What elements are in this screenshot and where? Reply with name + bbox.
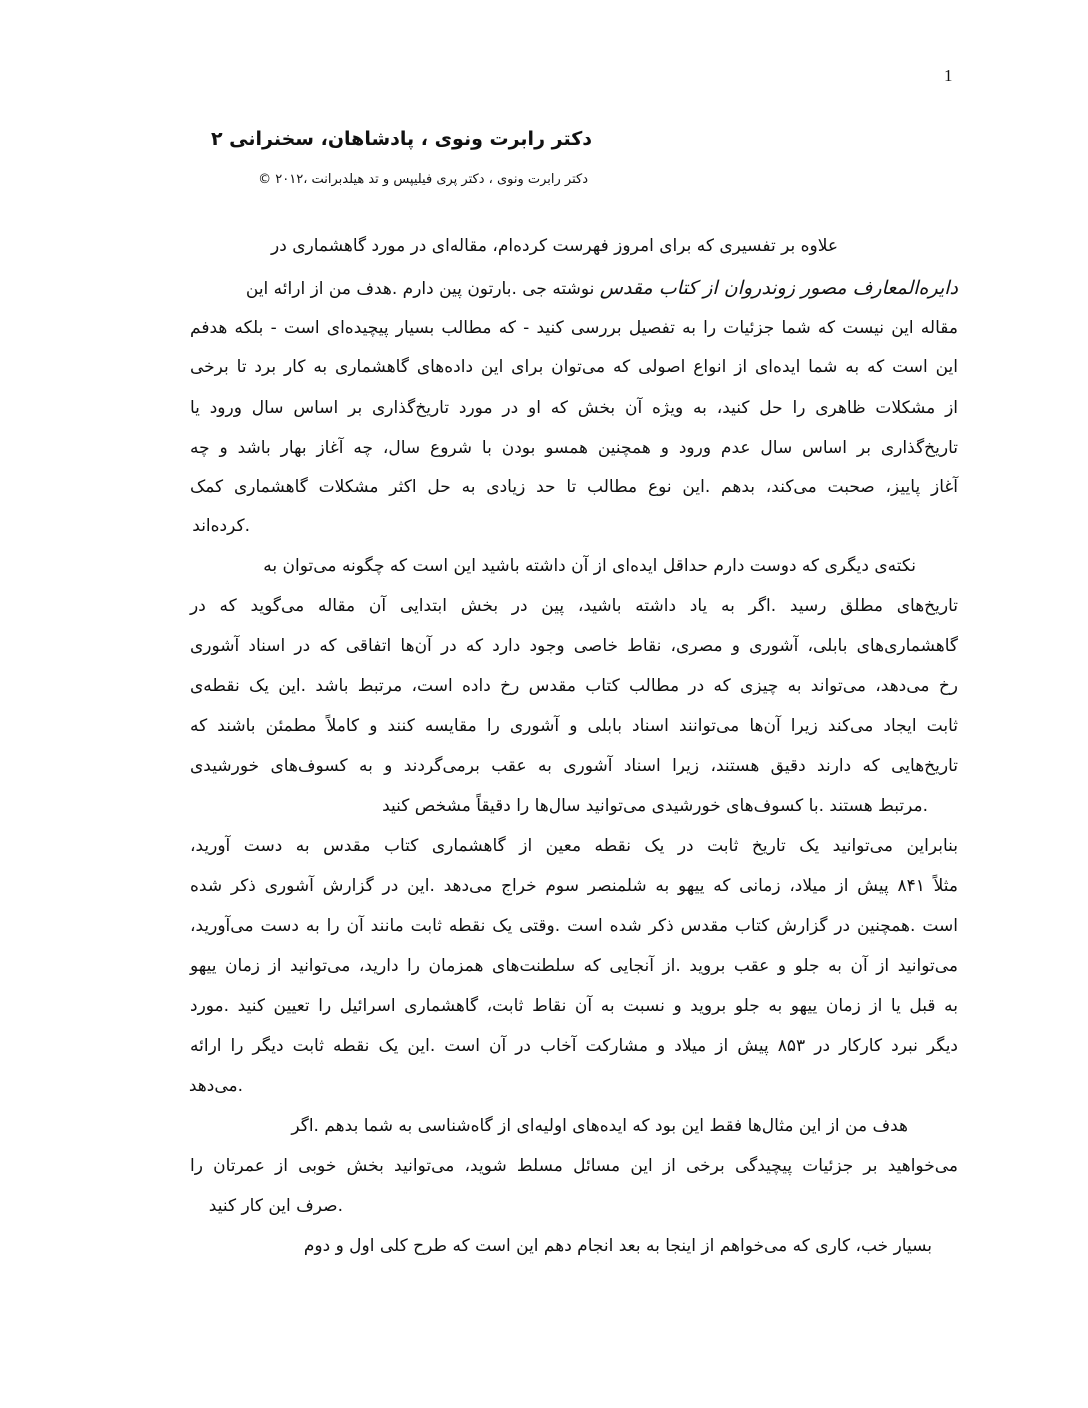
body-line: علاوه بر تفسیری که برای امروز فهرست کرده‌ام، مقاله‌ای در مورد گاهشماری در (271, 236, 838, 256)
copyright-line: دکتر رابرت ونوی ، دکتر پری فیلیپس و تد هیلدبرانت ،۲۰۱۲ © (258, 172, 588, 187)
body-line: است .همچنین در گزارش کتاب مقدس ذکر شده است .وقتی یک نقطه ثابت مانند آن را به دست می‌آورید، (190, 916, 958, 936)
body-line: تاریخ‌های مطلق رسید .اگر به یاد داشته باشید، پین در بخش ابتدایی آن مقاله می‌گوید که در (190, 596, 958, 616)
body-line: رخ می‌دهد، می‌تواند به چیزی که در مطالب کتاب مقدس رخ داده است، مرتبط باشد .این یک نقطه‌ی (190, 676, 958, 696)
body-line: مثلاً ۸۴۱ پیش از میلاد، زمانی که ییهو به شلمنصر سوم خراج می‌دهد .این در گزارش آشوری ذکر شده (190, 876, 959, 896)
body-line: گاهشماری‌های بابلی، آشوری و مصری، نقاط خاصی وجود دارد که در آن‌ها اتفاقی که در اسناد آشوری (190, 636, 958, 656)
body-line: نکته‌ی دیگری که دوست دارم حداقل ایده‌ای از آن داشته باشید این است که چگونه می‌توان به (263, 556, 916, 576)
body-line: دیگر نبرد کارکار در ۸۵۳ پیش از میلاد و مشارکت آخاب در آن است .این یک نقطه ثابت دیگر را ارائه (190, 1036, 958, 1056)
body-line-text: نوشته جی .بارتون پین دارم .هدف من از ارائه این (245, 279, 600, 299)
body-line: هدف من از این مثال‌ها فقط این بود که ایده‌های اولیه‌ای از گاه‌شناسی به شما بدهم .اگر (291, 1116, 908, 1136)
body-line: می‌توانید از آن به جلو و عقب بروید .از آنجایی که سلطنت‌های همزمان را دارید، می‌توانید از زمان ییهو (190, 956, 958, 976)
body-line (246, 277, 958, 299)
body-line: بنابراین می‌توانید یک تاریخ ثابت در یک نقطه معین از گاهشماری کتاب مقدس به دست آورید، (190, 836, 958, 856)
body-line: از مشکلات ظاهری را حل کنید، به ویژه آن بخش که او در مورد تاریخ‌گذاری بر اساس سال ورود یا (190, 398, 958, 418)
body-line: تاریخ‌هایی که دارند دقیق هستند، زیرا اسناد آشوری به عقب برمی‌گردند و به کسوف‌های خورشیدی (190, 756, 958, 776)
body-line: ثابت ایجاد می‌کند زیرا آن‌ها می‌توانند اسناد بابلی و آشوری را مقایسه کنند و کاملاً مطمئن باشند که (190, 716, 958, 736)
page-number: 1 (944, 66, 953, 85)
page-title: دکتر رابرت ونوی ، پادشاهان، سخنرانی ۲ (210, 128, 592, 150)
body-line: مقاله این نیست که شما جزئیات را به تفصیل بررسی کنید - که مطالب بسیار پیچیده‌ای است - بلکه هدفم (190, 318, 958, 338)
book-title: دایره‌المعارف مصور زوندروان از کتاب مقدس (599, 277, 958, 299)
body-line: تاریخ‌گذاری بر اساس سال عدم ورود و همچنین همسو بودن با شروع سال، چه آغاز بهار باشد و چه (190, 438, 958, 458)
body-line: می‌خواهید بر جزئیات پیچیدگی برخی از این مسائل مسلط شوید، می‌توانید بخش خوبی از عمرتان را (190, 1156, 958, 1176)
body-line: .صرف این کار کنید (208, 1196, 343, 1216)
body-line: این است که به شما ایده‌ای از انواع اصولی که می‌توان برای این داده‌های گاهشماری به کار برد تا برخی (190, 357, 958, 377)
body-line: .مرتبط هستند .با کسوف‌های خورشیدی می‌توانید سال‌ها را دقیقاً مشخص کنید (382, 796, 928, 816)
body-line: .کرده‌اند (192, 516, 250, 536)
body-line: به قبل یا از زمان ییهو به جلو بروید و نسبت به آن نقاط ثابت، گاهشماری اسرائیل را تعیین کنید .مورد (190, 996, 958, 1016)
body-line: .می‌دهد (188, 1076, 243, 1096)
body-line: آغاز پاییز، صحبت می‌کند، بدهم .این نوع مطالب تا حد زیادی به حل اکثر مشکلات گاهشماری کمک (190, 477, 958, 497)
body-line: بسیار خب، کاری که می‌خواهم از اینجا به بعد انجام دهم این است که طرح کلی اول و دوم (303, 1236, 932, 1256)
